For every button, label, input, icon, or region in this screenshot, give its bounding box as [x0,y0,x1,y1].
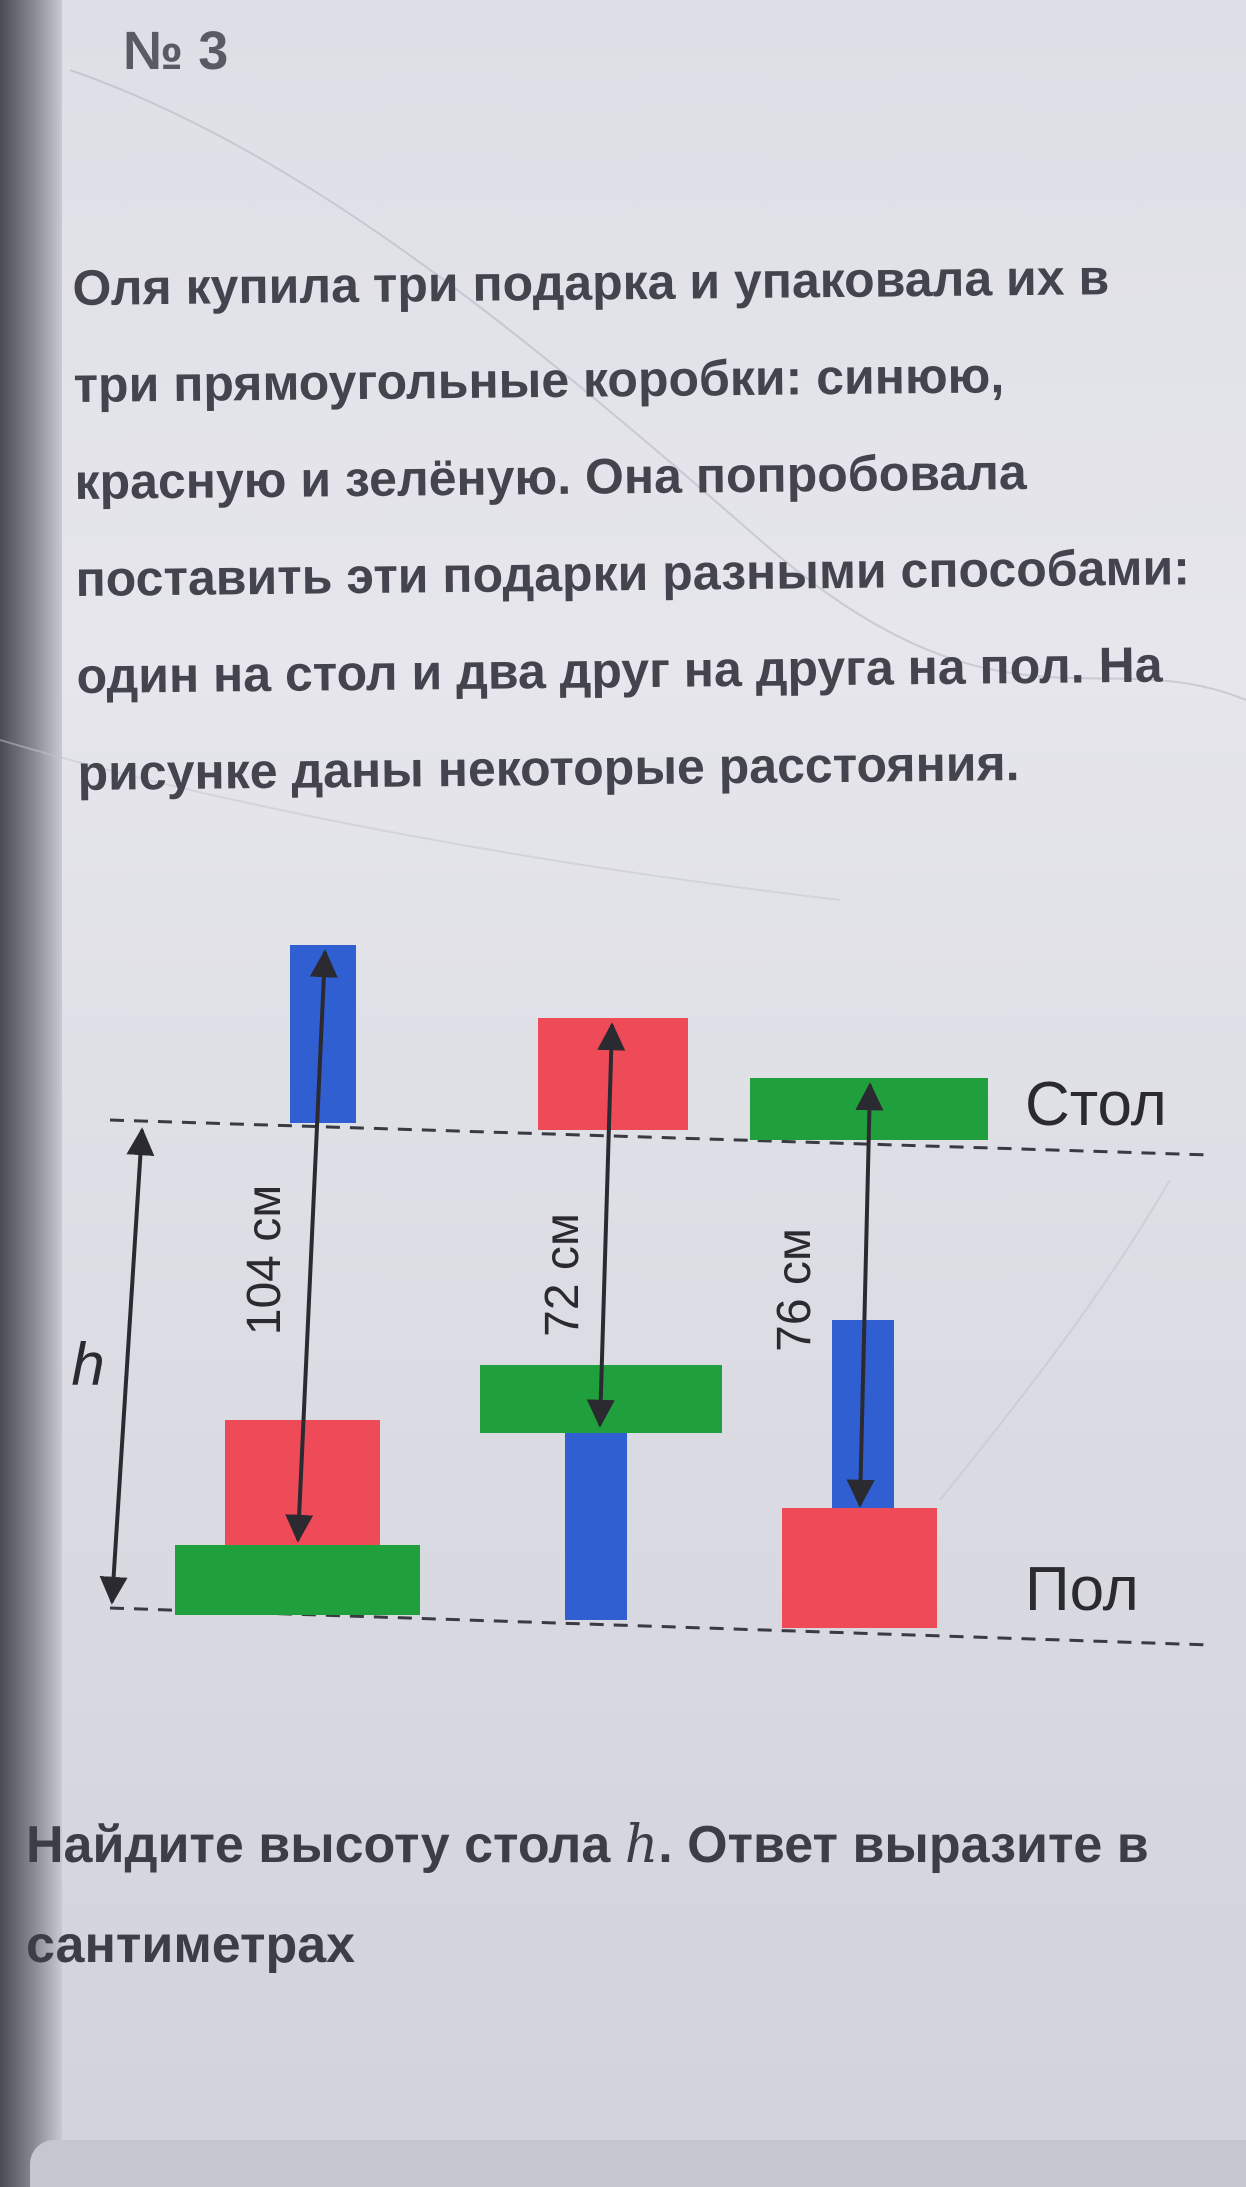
gift-boxes-diagram [0,930,1246,1670]
measure-76: 76 см [768,1228,821,1352]
measure-72: 72 см [536,1213,589,1337]
table-label: Стол [1025,1070,1167,1139]
question-text-part1: Найдите высоту стола [26,1816,625,1874]
problem-text: Оля купила три подарка и упаковала их в три прямоугольные коробки: синюю, красную и зелёную. Она попробовала поставить эти подарки разными способами: один на стол и два друг на друга на пол. На рисунке даны некоторые расстояния. [72,249,1191,801]
task-number: № 3 [123,21,229,81]
table-height-label: h [71,1331,105,1398]
question-text-part2: . Ответ выразите в сантиметрах [26,1816,1149,1974]
question-text [26,1795,1206,1995]
config2-blue-box [565,1428,627,1620]
floor-label: Пол [1025,1555,1139,1624]
measure-104: 104 см [238,1184,291,1336]
config1-green-box [175,1545,420,1615]
bottom-sheet-edge [30,2140,1246,2187]
question-variable-h: h [624,1815,659,1875]
config3-red-box [782,1508,937,1628]
table-height-arrow [112,1130,142,1602]
